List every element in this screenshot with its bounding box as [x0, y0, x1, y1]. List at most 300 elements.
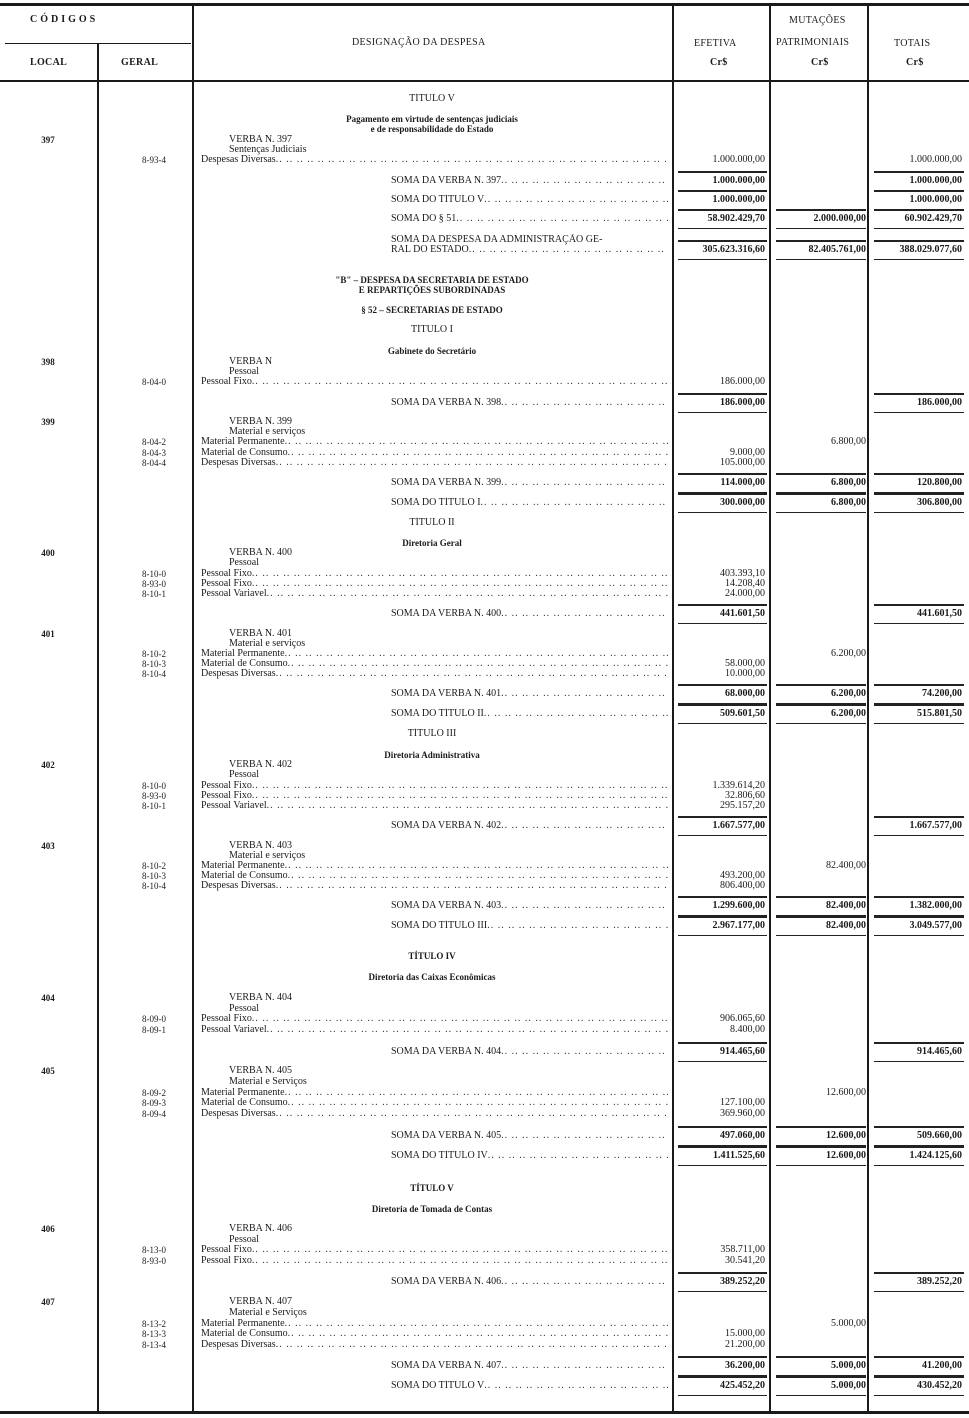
expense-description [192, 517, 672, 529]
total-value [868, 194, 962, 206]
description-label: VERBA N. 402 [229, 759, 293, 770]
sum-rule [776, 259, 866, 260]
table-row-soma [0, 1150, 969, 1162]
table-row-item [0, 1339, 969, 1351]
total-value [868, 708, 962, 720]
local-code: 402 [41, 760, 55, 770]
description-label: Despesas Diversas [201, 457, 276, 468]
table-row-soma [0, 708, 969, 720]
expense-description [201, 194, 668, 206]
geral-code: 8-13-0 [142, 1245, 166, 1255]
efetiva-value-text: 806.400,00 [720, 880, 765, 891]
description-label: SOMA DA VERBA N. 399 [391, 477, 502, 488]
table-row-soma [0, 820, 969, 832]
description-label: TÍTULO IV [408, 951, 456, 961]
efetiva-value [672, 1108, 765, 1120]
total-value-text: 1.000.000,00 [909, 175, 962, 186]
expense-description [201, 1150, 668, 1162]
total-value [868, 1276, 962, 1288]
expense-description [201, 397, 668, 409]
sum-rule [874, 816, 964, 818]
table-row-item [0, 588, 969, 600]
mutacoes-value [770, 497, 866, 509]
description-label: SOMA DA VERBA N. 402 [391, 820, 502, 831]
leader-dots [276, 1108, 668, 1120]
total-value [868, 1150, 962, 1162]
leader-dots [501, 477, 668, 489]
sum-rule [874, 412, 964, 413]
efetiva-value-text: 1.000.000,00 [712, 194, 765, 205]
description-label: Pessoal Variavel [201, 588, 267, 599]
total-value [868, 244, 962, 256]
sum-rule [776, 209, 866, 211]
sum-rule [874, 1165, 964, 1166]
sum-rule [874, 916, 964, 918]
geral-code: 8-10-3 [142, 659, 166, 669]
sum-rule [776, 473, 866, 475]
sum-rule [874, 1061, 964, 1062]
mutacoes-value-text: 6.200,00 [831, 688, 866, 699]
expense-description [192, 971, 672, 983]
description-label: § 52 – SECRETARIAS DE ESTADO [361, 305, 503, 315]
total-value-text: 41.200,00 [922, 1360, 962, 1371]
expense-description [201, 900, 668, 912]
efetiva-value-text: 186.000,00 [720, 376, 765, 387]
sum-rule [874, 704, 964, 706]
leader-dots [501, 1360, 668, 1372]
header-local: LOCAL [30, 57, 68, 68]
expense-description [201, 154, 668, 166]
leader-dots [501, 1046, 668, 1058]
leader-dots [267, 1024, 668, 1036]
description-label: Despesas Diversas [201, 668, 276, 679]
description-label: e de responsabilidade do Estado [370, 124, 494, 134]
leader-dots [501, 397, 668, 409]
expense-description [201, 244, 668, 256]
description-label: Pessoal Variavel [201, 1024, 267, 1035]
sum-rule [776, 1395, 866, 1396]
geral-code: 8-04-4 [142, 458, 166, 468]
mutacoes-value [770, 1130, 866, 1142]
description-label: Pessoal Fixo [201, 780, 252, 791]
description-label: SOMA DA VERBA N. 400 [391, 608, 502, 619]
description-label: SOMA DA VERBA N. 398 [391, 397, 502, 408]
table-row-soma [0, 213, 969, 225]
description-label: Diretoria das Caixas Econômicas [368, 972, 496, 982]
mutacoes-value [770, 688, 866, 700]
sum-rule [874, 723, 964, 724]
sum-rule [874, 623, 964, 624]
sum-rule [874, 473, 964, 475]
description-label: VERBA N. 407 [229, 1296, 293, 1307]
efetiva-value-text: 1.000.000,00 [712, 175, 765, 186]
sum-rule [776, 1376, 866, 1378]
description-label: VERBA N. 401 [229, 628, 293, 639]
description-label: SOMA DA VERBA N. 404 [391, 1046, 502, 1057]
mutacoes-value-text: 12.600,00 [826, 1130, 866, 1141]
description-label: SOMA DA VERBA N. 401 [391, 688, 502, 699]
total-value-text: 1.667.577,00 [909, 820, 962, 831]
total-value [868, 1046, 962, 1058]
local-code: 401 [41, 629, 55, 639]
efetiva-value [672, 154, 765, 166]
efetiva-value [672, 1380, 765, 1392]
description-label: SOMA DO TÍTULO II [391, 708, 484, 719]
description-label: Despesas Diversas [201, 1339, 276, 1350]
geral-code: 8-10-4 [142, 669, 166, 679]
sum-rule [874, 1395, 964, 1396]
geral-code: 8-09-4 [142, 1109, 166, 1119]
leader-dots [488, 1150, 668, 1162]
geral-code: 8-10-1 [142, 589, 166, 599]
description-label: SOMA DA VERBA N. 397 [391, 175, 502, 186]
description-label: Diretoria de Tomada de Contas [371, 1204, 493, 1214]
total-value-text: 509.660,00 [917, 1130, 962, 1141]
table-row-soma [0, 1130, 969, 1142]
table-row-soma [0, 244, 969, 256]
expense-description [192, 1182, 672, 1194]
total-value [868, 213, 962, 225]
description-label: Pessoal [229, 557, 259, 568]
leader-dots [276, 154, 668, 166]
sum-rule [678, 171, 767, 173]
total-value [868, 688, 962, 700]
sum-rule [678, 623, 767, 624]
header-efetiva-currency: Cr$ [710, 57, 728, 68]
header-codigos: CÓDIGOS [30, 14, 99, 25]
description-label: Despesas Diversas [201, 154, 276, 165]
total-value [868, 477, 962, 489]
table-row-centerbold [0, 971, 969, 983]
efetiva-value-text: 441.601,50 [720, 608, 765, 619]
description-label: Pagamento em virtude de sentenças judiciais [346, 114, 518, 124]
mutacoes-value [770, 708, 866, 720]
description-label: Material de Consumo [201, 447, 288, 458]
leader-dots [501, 175, 668, 187]
leader-dots [276, 880, 668, 892]
description-label: Pessoal [229, 1003, 259, 1014]
sum-rule [678, 1146, 767, 1148]
efetiva-value [672, 820, 765, 832]
total-value [868, 154, 962, 166]
efetiva-value-text: 1.339.614,20 [712, 780, 765, 791]
table-row-soma [0, 1276, 969, 1288]
geral-code: 8-13-4 [142, 1340, 166, 1350]
sum-rule [776, 1165, 866, 1166]
table-row-soma [0, 1360, 969, 1372]
efetiva-value-text: 509.601,50 [720, 708, 765, 719]
sum-rule [874, 935, 964, 936]
geral-code: 8-10-2 [142, 649, 166, 659]
total-value [868, 608, 962, 620]
efetiva-value [672, 608, 765, 620]
total-value [868, 900, 962, 912]
efetiva-value-text: 24.000,00 [725, 588, 765, 599]
leader-dots [267, 588, 668, 600]
table-row-soma [0, 608, 969, 620]
table-row-center [0, 324, 969, 336]
efetiva-value [672, 213, 765, 225]
table-row-centerbold [0, 304, 969, 316]
expense-description [201, 376, 668, 388]
sum-rule [776, 723, 866, 724]
leader-dots [501, 608, 668, 620]
sum-rule [874, 190, 964, 192]
description-label: Material e Serviços [229, 1076, 307, 1087]
sum-rule [678, 259, 767, 260]
mutacoes-value-text: 12.600,00 [826, 1087, 866, 1098]
description-label: Despesas Diversas [201, 880, 276, 891]
sum-rule [678, 1356, 767, 1358]
description-label: Pessoal Fixo [201, 568, 252, 579]
expense-description [192, 324, 672, 336]
description-label: Material Permanente [201, 648, 285, 659]
local-code: 399 [41, 417, 55, 427]
sum-rule [776, 916, 866, 918]
expense-description [201, 1130, 668, 1142]
expense-description [201, 820, 668, 832]
sum-rule [874, 1272, 964, 1274]
sum-rule [874, 1146, 964, 1148]
sum-rule [874, 835, 964, 836]
description-label: Diretoria Administrativa [384, 750, 480, 760]
sum-rule [776, 935, 866, 936]
total-value [868, 397, 962, 409]
efetiva-value-text: 8.400,00 [730, 1024, 765, 1035]
efetiva-value [672, 920, 765, 932]
leader-dots [501, 820, 668, 832]
description-label: VERBA N [229, 356, 273, 367]
efetiva-value-text: 1.667.577,00 [712, 820, 765, 831]
efetiva-value [672, 457, 765, 469]
leader-dots [484, 1380, 668, 1392]
efetiva-value [672, 900, 765, 912]
description-label: E REPARTIÇÕES SUBORDINADAS [358, 285, 506, 295]
sum-rule [874, 1376, 964, 1378]
efetiva-value [672, 1339, 765, 1351]
sum-rule [776, 240, 866, 242]
mutacoes-value [770, 1380, 866, 1392]
efetiva-value [672, 880, 765, 892]
efetiva-value-text: 30.541,20 [725, 1255, 765, 1266]
description-label: TÍTULO III [407, 728, 457, 739]
sum-rule [776, 512, 866, 513]
efetiva-value-text: 58.902.429,70 [707, 213, 765, 224]
expense-description [192, 304, 672, 316]
description-label: Pessoal Fixo [201, 790, 252, 801]
total-value-text: 60.902.429,70 [904, 213, 962, 224]
mutacoes-value-text: 82.400,00 [826, 900, 866, 911]
efetiva-value [672, 1024, 765, 1036]
description-label: SOMA DA DESPESA DA ADMINISTRAÇÃO GE- [391, 234, 603, 245]
sum-rule [678, 835, 767, 836]
mutacoes-value-text: 5.000,00 [831, 1318, 866, 1329]
table-row-soma [0, 397, 969, 409]
sum-rule [678, 1165, 767, 1166]
description-label: Material de Consumo [201, 1328, 288, 1339]
efetiva-value-text: 58.000,00 [725, 658, 765, 669]
sum-rule [678, 393, 767, 395]
sum-rule [776, 684, 866, 686]
sum-rule [678, 816, 767, 818]
sum-rule [874, 1291, 964, 1292]
description-label: Despesas Diversas [201, 1108, 276, 1119]
description-label: VERBA N. 403 [229, 840, 293, 851]
total-value-text: 1.000.000,00 [909, 194, 962, 205]
table-row-centerbold [0, 284, 969, 296]
total-value [868, 497, 962, 509]
sum-rule [678, 1042, 767, 1044]
expense-description [201, 920, 668, 932]
sum-rule [874, 259, 964, 260]
expense-description [201, 800, 668, 812]
local-code: 398 [41, 357, 55, 367]
efetiva-value-text: 305.623.316,60 [702, 244, 765, 255]
table-row-center [0, 517, 969, 529]
local-code: 404 [41, 993, 55, 1003]
total-value-text: 306.800,00 [917, 497, 962, 508]
sum-rule [678, 412, 767, 413]
description-label: SOMA DA VERBA N. 403 [391, 900, 502, 911]
description-label: Material Permanente [201, 1318, 285, 1329]
mutacoes-value-text: 6.200,00 [831, 648, 866, 659]
header-designacao: DESIGNAÇÃO DA DESPESA [352, 37, 486, 48]
efetiva-value [672, 708, 765, 720]
expense-description [201, 880, 668, 892]
total-value [868, 920, 962, 932]
expense-description [201, 1255, 668, 1267]
table-row-soma [0, 497, 969, 509]
description-label: Material e serviços [229, 426, 306, 437]
efetiva-value [672, 194, 765, 206]
total-value [868, 1380, 962, 1392]
sum-rule [678, 1395, 767, 1396]
description-label: Pessoal Fixo [201, 376, 252, 387]
sum-rule [678, 916, 767, 918]
table-row-item [0, 376, 969, 388]
expense-description [192, 93, 672, 105]
sum-rule [874, 684, 964, 686]
geral-code: 8-10-1 [142, 801, 166, 811]
description-label: Material e Serviços [229, 1307, 307, 1318]
leader-dots [456, 213, 668, 225]
sum-rule [678, 240, 767, 242]
sum-rule [874, 896, 964, 898]
description-label: Material Permanente [201, 1087, 285, 1098]
local-code: 405 [41, 1066, 55, 1076]
sum-rule [874, 240, 964, 242]
description-label: SOMA DO TÍTULO IV [391, 1150, 488, 1161]
geral-code: 8-10-0 [142, 781, 166, 791]
leader-dots [501, 688, 668, 700]
total-value [868, 1130, 962, 1142]
expense-description [201, 497, 668, 509]
sum-rule [776, 704, 866, 706]
mutacoes-value-text: 6.800,00 [831, 497, 866, 508]
mutacoes-value-text: 12.600,00 [826, 1150, 866, 1161]
geral-code: 8-09-3 [142, 1098, 166, 1108]
total-value-text: 388.029.077,60 [899, 244, 962, 255]
description-label: VERBA N. 404 [229, 992, 293, 1003]
efetiva-value-text: 1.299.600,00 [712, 900, 765, 911]
geral-code: 8-09-0 [142, 1014, 166, 1024]
efetiva-value [672, 497, 765, 509]
sum-rule [678, 1272, 767, 1274]
expense-description [201, 477, 668, 489]
geral-code: 8-04-0 [142, 377, 166, 387]
description-label: VERBA N. 406 [229, 1223, 293, 1234]
efetiva-value-text: 68.000,00 [725, 688, 765, 699]
description-label: TÍTULO I [411, 324, 453, 335]
mutacoes-value-text: 5.000,00 [831, 1360, 866, 1371]
local-code: 406 [41, 1224, 55, 1234]
description-label: VERBA N. 397 [229, 134, 293, 145]
description-label: Pessoal Fixo [201, 1244, 252, 1255]
description-label: Pessoal [229, 366, 259, 377]
total-value-text: 1.382.000,00 [909, 900, 962, 911]
mutacoes-value-text: 6.800,00 [831, 436, 866, 447]
efetiva-value [672, 376, 765, 388]
top-rule [0, 3, 969, 6]
table-row-soma [0, 920, 969, 932]
efetiva-value-text: 493.200,00 [720, 870, 765, 881]
header-totais-currency: Cr$ [906, 57, 924, 68]
description-label: SOMA DO TÍTULO I [391, 497, 481, 508]
efetiva-value [672, 1046, 765, 1058]
efetiva-value [672, 244, 765, 256]
expense-description [201, 1024, 668, 1036]
sum-rule [678, 512, 767, 513]
table-row-soma [0, 1046, 969, 1058]
sum-rule [776, 896, 866, 898]
efetiva-value-text: 295.157,20 [720, 800, 765, 811]
expense-description [192, 1203, 672, 1215]
efetiva-value-text: 1.411.525,60 [713, 1150, 765, 1161]
leader-dots [252, 1255, 668, 1267]
description-label: TÍTULO II [409, 517, 455, 528]
sum-rule [874, 228, 964, 229]
expense-description [201, 1339, 668, 1351]
efetiva-value-text: 906.065,60 [720, 1013, 765, 1024]
geral-code: 8-13-2 [142, 1319, 166, 1329]
mutacoes-value [770, 213, 866, 225]
table-row-item [0, 154, 969, 166]
leader-dots [267, 800, 668, 812]
sum-rule [874, 209, 964, 211]
description-label: TÍTULO V [410, 1183, 454, 1193]
sum-rule [678, 1376, 767, 1378]
efetiva-value [672, 477, 765, 489]
description-label: Material e serviços [229, 638, 306, 649]
mutacoes-value [770, 920, 866, 932]
efetiva-value-text: 10.000,00 [725, 668, 765, 679]
table-row-item [0, 1255, 969, 1267]
sum-rule [678, 228, 767, 229]
efetiva-value [672, 1276, 765, 1288]
header-mutacoes-currency: Cr$ [811, 57, 829, 68]
mutacoes-value [770, 1360, 866, 1372]
geral-code: 8-93-0 [142, 579, 166, 589]
efetiva-value [672, 668, 765, 680]
total-value-text: 186.000,00 [917, 397, 962, 408]
efetiva-value-text: 32.806,60 [725, 790, 765, 801]
sum-rule [678, 473, 767, 475]
table-row-centerbold [0, 950, 969, 962]
description-label: Material de Consumo [201, 1097, 288, 1108]
efetiva-value [672, 1360, 765, 1372]
sum-rule [874, 604, 964, 606]
efetiva-value-text: 14.208,40 [725, 578, 765, 589]
